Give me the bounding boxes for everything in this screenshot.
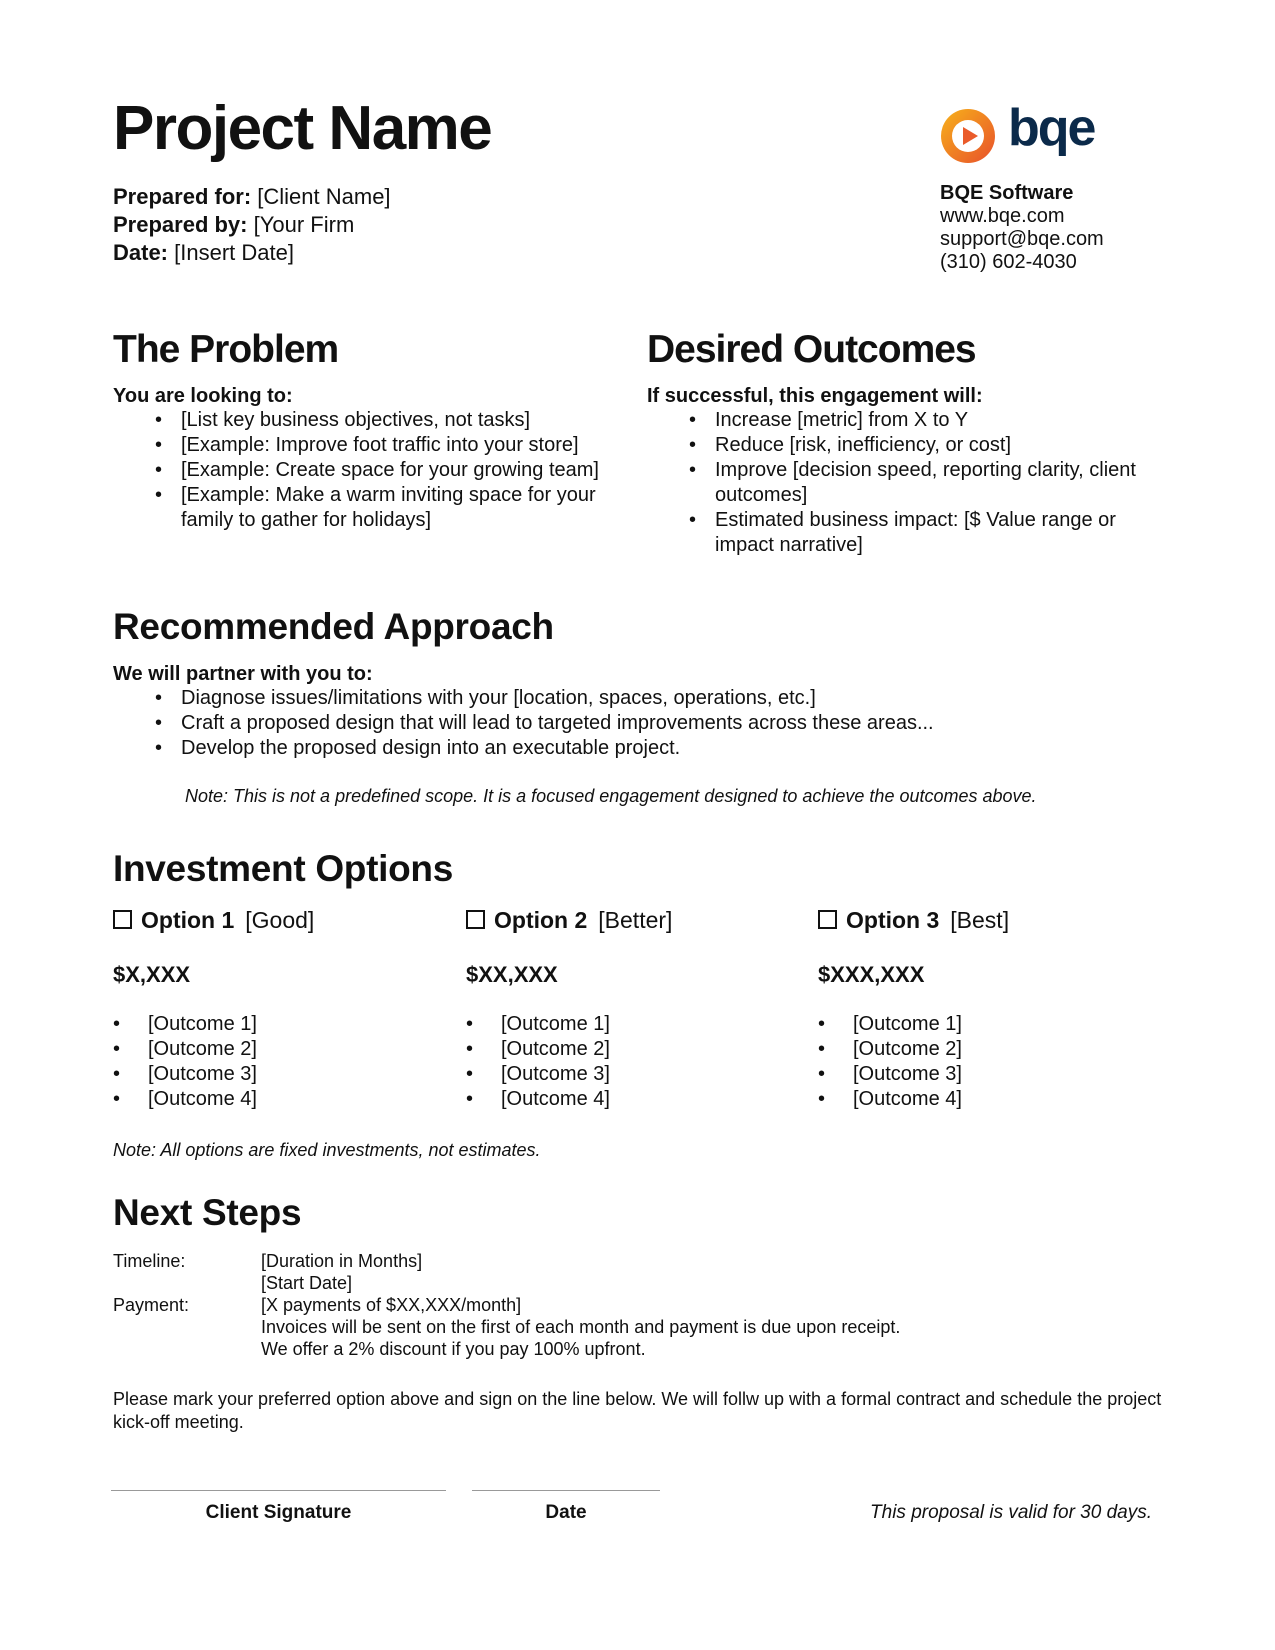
option-card-2 xyxy=(466,906,796,1112)
prepared-by-row xyxy=(113,211,391,239)
option-3-checkbox[interactable] xyxy=(818,910,837,929)
list-item: • Improve [decision speed, reporting clarity, client outcomes] xyxy=(647,458,1167,508)
list-item: • Diagnose issues/limitations with your [location, spaces, operations, etc.] xyxy=(113,686,1193,711)
list-item: • [Outcome 2] xyxy=(113,1037,443,1062)
company-email: support@bqe.com xyxy=(940,228,1104,250)
list-item: • [List key business objectives, not tasks] xyxy=(113,408,633,433)
approach-note: Note: This is not a predefined scope. It is a focused engagement designed to achieve the outcomes above. xyxy=(185,786,1037,806)
list-item: • [Outcome 4] xyxy=(466,1087,796,1112)
option-price: $XX,XXX xyxy=(466,962,558,987)
list-item: • [Outcome 4] xyxy=(818,1087,1148,1112)
option-card-1 xyxy=(113,906,443,1112)
list-item: • [Example: Create space for your growing team] xyxy=(113,458,633,483)
list-item: • [Outcome 2] xyxy=(466,1037,796,1062)
payment-invoices: Invoices will be sent on the first of each month and payment is due upon receipt. xyxy=(261,1317,901,1337)
option-1-checkbox[interactable] xyxy=(113,910,132,929)
option-name: Option 2 xyxy=(494,907,588,933)
list-item: • [Outcome 1] xyxy=(466,1012,796,1037)
bqe-logo-text: bqe xyxy=(1008,99,1095,157)
list-item: • [Outcome 1] xyxy=(818,1012,1148,1037)
date-signature-line[interactable] xyxy=(472,1490,660,1491)
approach-section xyxy=(113,662,1193,761)
timeline-duration: [Duration in Months] xyxy=(261,1251,423,1271)
prepared-by-value: [Your Firm xyxy=(253,212,355,237)
next-steps-section xyxy=(113,1250,1163,1360)
option-tier: [Best] xyxy=(950,907,1010,933)
option-tier: [Good] xyxy=(245,907,315,933)
company-phone: (310) 602-4030 xyxy=(940,251,1077,273)
bqe-logo xyxy=(940,99,1100,168)
investment-heading: Investment Options xyxy=(113,848,453,889)
company-info xyxy=(940,182,1104,274)
list-item: • [Outcome 3] xyxy=(466,1062,796,1087)
payment-schedule: [X payments of $XX,XXX/month] xyxy=(261,1295,522,1315)
payment-label: Payment: xyxy=(113,1295,190,1315)
problem-list xyxy=(113,408,633,533)
investment-note: Note: All options are fixed investments, not estimates. xyxy=(113,1140,541,1160)
list-item: • [Example: Make a warm inviting space for your family to gather for holidays] xyxy=(113,483,633,533)
outcomes-heading: Desired Outcomes xyxy=(647,328,976,371)
list-item: • Estimated business impact: [$ Value range or impact narrative] xyxy=(647,508,1167,558)
option-title xyxy=(113,906,443,934)
list-item: • Develop the proposed design into an executable project. xyxy=(113,736,1193,761)
list-item: • [Outcome 2] xyxy=(818,1037,1148,1062)
date-label: Date: xyxy=(113,240,169,265)
option-outcomes xyxy=(113,1012,443,1112)
list-item: • [Outcome 3] xyxy=(113,1062,443,1087)
option-name: Option 1 xyxy=(141,907,235,933)
outcomes-section xyxy=(647,384,1167,558)
problem-section xyxy=(113,384,633,533)
timeline-label: Timeline: xyxy=(113,1251,186,1271)
prepared-for-row xyxy=(113,183,391,211)
option-card-3 xyxy=(818,906,1148,1112)
next-steps-heading: Next Steps xyxy=(113,1192,302,1233)
closing-paragraph: Please mark your preferred option above and sign on the line below. We will follw up with a formal contract and schedule the project kick-off meeting. xyxy=(113,1389,1162,1432)
option-tier: [Better] xyxy=(598,907,673,933)
client-signature-line[interactable] xyxy=(111,1490,446,1491)
company-name: BQE Software xyxy=(940,182,1074,204)
problem-heading: The Problem xyxy=(113,328,339,371)
option-outcomes xyxy=(466,1012,796,1112)
option-title xyxy=(818,906,1148,934)
list-item: • [Outcome 4] xyxy=(113,1087,443,1112)
client-signature-label: Client Signature xyxy=(205,1502,352,1523)
prepared-by-label: Prepared by: xyxy=(113,212,248,237)
prepared-meta xyxy=(113,183,391,267)
list-item: • [Example: Improve foot traffic into your store] xyxy=(113,433,633,458)
approach-heading: Recommended Approach xyxy=(113,606,554,647)
project-title: Project Name xyxy=(113,94,492,163)
list-item: • [Outcome 3] xyxy=(818,1062,1148,1087)
option-name: Option 3 xyxy=(846,907,940,933)
outcomes-list xyxy=(647,408,1167,558)
list-item: • Increase [metric] from X to Y xyxy=(647,408,1167,433)
outcomes-lead: If successful, this engagement will: xyxy=(647,385,983,407)
option-price: $XXX,XXX xyxy=(818,962,925,987)
option-price: $X,XXX xyxy=(113,962,191,987)
prepared-for-label: Prepared for: xyxy=(113,184,252,209)
option-title xyxy=(466,906,796,934)
timeline-start: [Start Date] xyxy=(261,1273,353,1293)
payment-discount: We offer a 2% discount if you pay 100% upfront. xyxy=(261,1339,646,1359)
bqe-play-icon xyxy=(940,108,996,164)
date-row xyxy=(113,239,391,267)
list-item: • Craft a proposed design that will lead to targeted improvements across these areas... xyxy=(113,711,1193,736)
option-2-checkbox[interactable] xyxy=(466,910,485,929)
approach-lead: We will partner with you to: xyxy=(113,663,373,685)
company-website: www.bqe.com xyxy=(940,205,1065,227)
prepared-for-value: [Client Name] xyxy=(257,184,391,209)
approach-list xyxy=(113,686,1193,761)
validity-note: This proposal is valid for 30 days. xyxy=(870,1502,1152,1523)
list-item: • [Outcome 1] xyxy=(113,1012,443,1037)
date-signature-label: Date xyxy=(545,1502,587,1523)
date-value: [Insert Date] xyxy=(174,240,294,265)
option-outcomes xyxy=(818,1012,1148,1112)
list-item: • Reduce [risk, inefficiency, or cost] xyxy=(647,433,1167,458)
problem-lead: You are looking to: xyxy=(113,385,293,407)
